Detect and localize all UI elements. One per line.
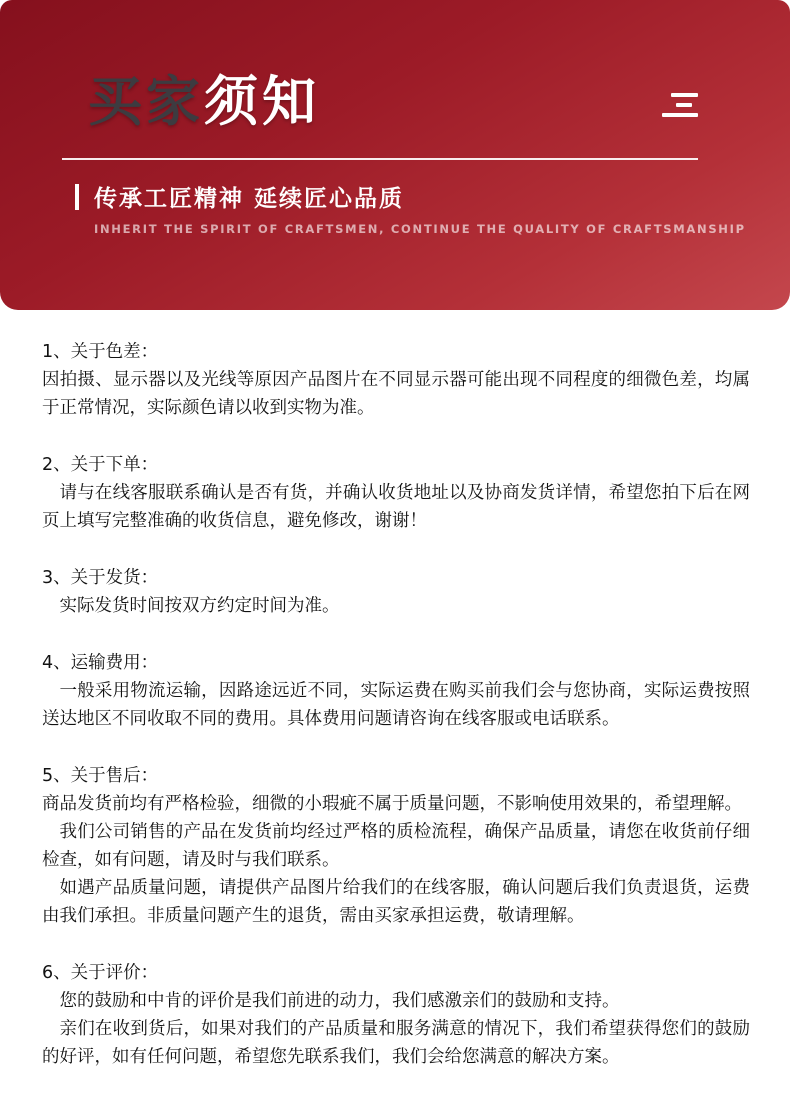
notice-section-review [42,959,750,1071]
notice-content [0,310,790,1111]
notice-section-freight [42,649,750,733]
section-paragraph: 一般采用物流运输，因路途远近不同，实际运费在购买前我们会与您协商，实际运费按照送达地区不同收取不同的费用。具体费用问题请咨询在线客服或电话联系。 [42,681,750,729]
hamburger-bar-top [671,93,698,97]
section-paragraph: 如遇产品质量问题，请提供产品图片给我们的在线客服，确认问题后我们负责退货，运费由我们承担。非质量问题产生的退货，需由买家承担运费，敬请理解。 [42,878,750,926]
section-heading: 3、关于发货： [42,568,159,588]
page-title [88,72,320,131]
notice-section-shipping [42,564,750,620]
title-underline [62,158,698,160]
section-heading: 5、关于售后： [42,766,159,786]
section-heading: 2、关于下单： [42,455,159,475]
section-paragraph: 亲们在收到货后，如果对我们的产品质量和服务满意的情况下，我们希望获得您们的鼓励的好评，如有任何问题，希望您先联系我们，我们会给您满意的解决方案。 [42,1019,750,1067]
banner-subtitle [75,180,404,213]
hamburger-icon [662,93,698,117]
notice-section-after-sales [42,762,750,930]
hamburger-bar-middle [676,103,692,107]
section-paragraph: 实际发货时间按双方约定时间为准。 [59,596,340,616]
section-paragraph: 请与在线客服联系确认是否有货，并确认收货地址以及协商发货详情，希望您拍下后在网页上填写完整准确的收货信息，避免修改，谢谢！ [42,483,750,531]
subtitle-english: INHERIT THE SPIRIT OF CRAFTSMEN, CONTINUE THE QUALITY OF CRAFTSMANSHIP [94,222,746,236]
header-banner [0,0,790,310]
section-paragraph: 商品发货前均有严格检验，细微的小瑕疵不属于质量问题，不影响使用效果的，希望理解。 [42,794,742,814]
hamburger-bar-bottom [662,113,698,117]
section-heading: 1、关于色差： [42,342,159,362]
section-paragraph: 您的鼓励和中肯的评价是我们前进的动力，我们感激亲们的鼓励和支持。 [59,991,620,1011]
section-paragraph: 我们公司销售的产品在发货前均经过严格的质检流程，确保产品质量，请您在收货前仔细检查，如有问题，请及时与我们联系。 [42,822,750,870]
section-heading: 4、运输费用： [42,653,159,673]
section-heading: 6、关于评价： [42,963,159,983]
subtitle-accent-bar [75,184,79,210]
notice-section-color-difference [42,338,750,422]
notice-section-ordering [42,451,750,535]
section-paragraph: 因拍摄、显示器以及光线等原因产品图片在不同显示器可能出现不同程度的细微色差，均属于正常情况，实际颜色请以收到实物为准。 [42,370,750,418]
subtitle-chinese: 传承工匠精神 延续匠心品质 [94,186,405,212]
page-title-light-part: 须知 [204,70,320,133]
page-title-dark-part: 买家 [88,70,204,133]
